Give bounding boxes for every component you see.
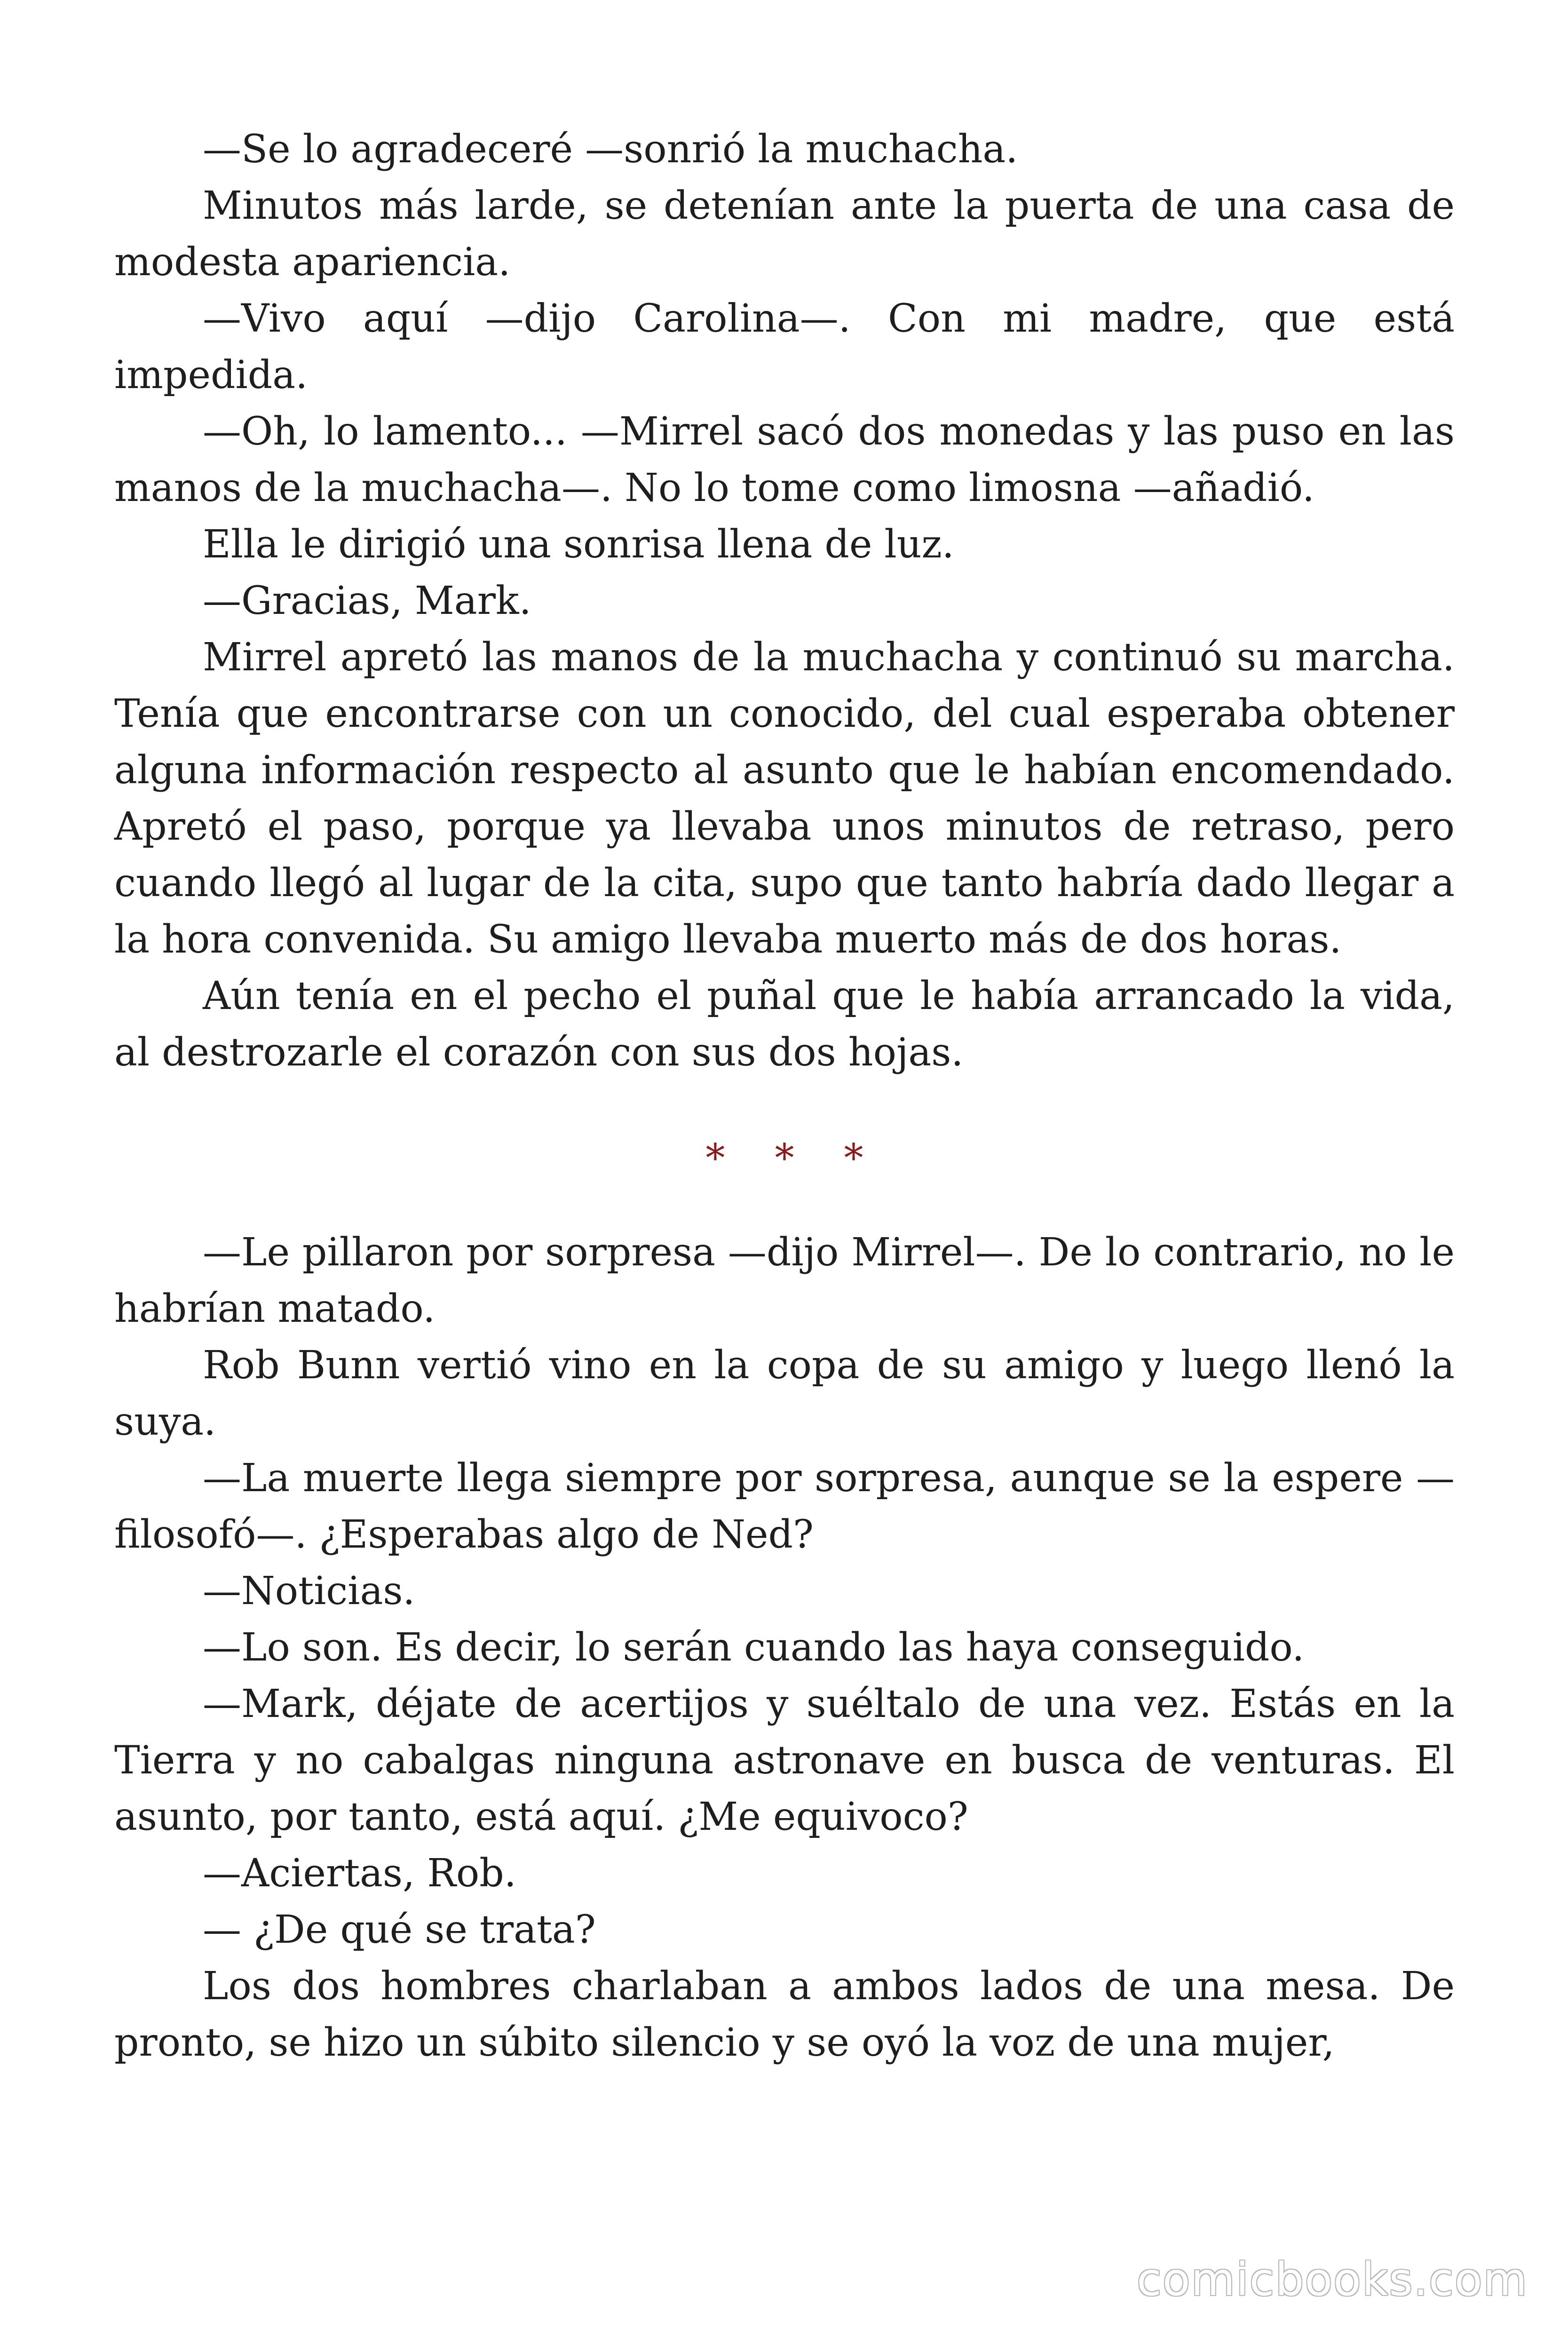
paragraph: Aún tenía en el pecho el puñal que le había arrancado la vida, al destrozarle el corazón con sus dos hojas.	[114, 974, 1455, 1075]
paragraph: —Lo son. Es decir, lo serán cuando las haya conseguido.	[203, 1625, 1305, 1670]
paragraph: Minutos más larde, se detenían ante la puerta de una casa de modesta apariencia.	[114, 183, 1455, 285]
paragraph: Ella le dirigió una sonrisa llena de luz.	[203, 522, 954, 567]
paragraph: —Le pillaron por sorpresa —dijo Mirrel—. De lo contrario, no le habrían matado.	[114, 1230, 1455, 1331]
paragraph: —Noticias.	[203, 1569, 415, 1613]
paragraph: Rob Bunn vertió vino en la copa de su amigo y luego llenó la suya.	[114, 1343, 1455, 1444]
watermark-logo: comicbooks.com	[1136, 2253, 1528, 2306]
section-2	[114, 1224, 1455, 2071]
paragraph: Mirrel apretó las manos de la muchacha y continuó su marcha. Tenía que encontrarse con un conocido, del cual esperaba obtener alguna información respecto al asunto que le habían encomendado. Apretó el paso, porque ya llevaba unos minutos de retraso, pero cuando llegó al lugar de la cita, supo que tanto habría dado llegar a la hora convenida. Su amigo llevaba muerto más de dos horas.	[114, 635, 1455, 962]
paragraph: Los dos hombres charlaban a ambos lados de una mesa. De pronto, se hizo un súbito silencio y se oyó la voz de una mujer,	[114, 1964, 1455, 2065]
paragraph: — ¿De qué se trata?	[203, 1907, 596, 1952]
paragraph: —Gracias, Mark.	[203, 579, 531, 623]
paragraph: —Vivo aquí —dijo Carolina—. Con mi madre, que está impedida.	[114, 296, 1455, 397]
paragraph: —Aciertas, Rob.	[203, 1851, 516, 1896]
section-separator: * * *	[705, 1136, 882, 1181]
page-body	[114, 121, 1455, 2071]
paragraph: —La muerte llega siempre por sorpresa, aunque se la espere —filosofó—. ¿Esperabas algo de Ned?	[114, 1456, 1455, 1557]
section-1	[114, 121, 1455, 1081]
paragraph: —Se lo agradeceré —sonrió la muchacha.	[203, 127, 1018, 172]
paragraph: —Oh, lo lamento... —Mirrel sacó dos monedas y las puso en las manos de la muchacha—. No lo tome como limosna —añadió.	[114, 409, 1455, 510]
paragraph: —Mark, déjate de acertijos y suéltalo de una vez. Estás en la Tierra y no cabalgas ninguna astronave en busca de venturas. El asunto, por tanto, está aquí. ¿Me equivoco?	[114, 1682, 1455, 1839]
